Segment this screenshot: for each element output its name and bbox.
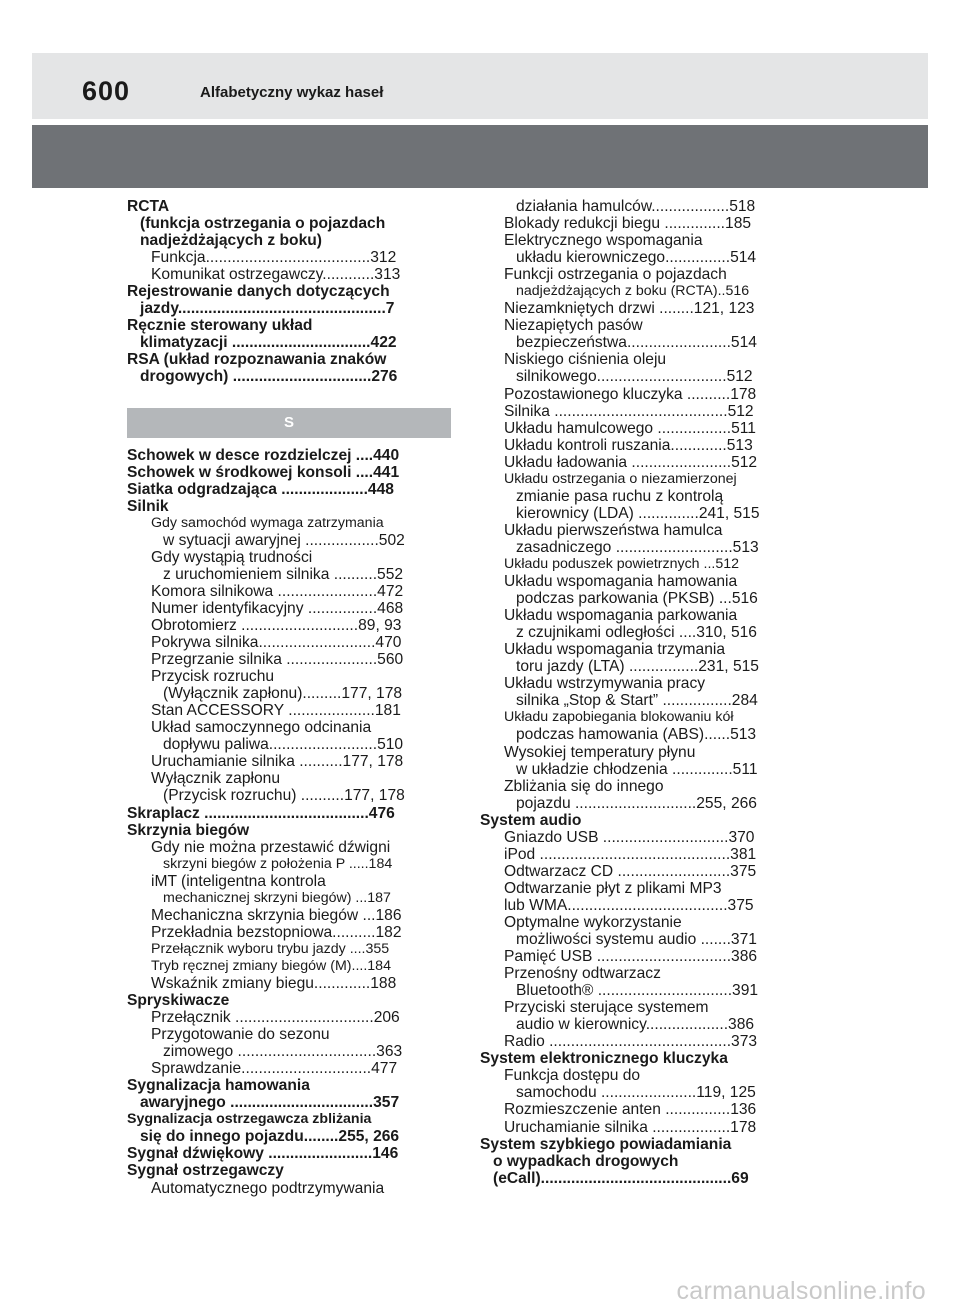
- index-entry: Przyciski sterujące systemem: [504, 999, 709, 1017]
- index-entry: Układu wspomagania parkowania: [504, 607, 738, 625]
- index-entry: Układu wstrzymywania pracy: [504, 675, 706, 693]
- index-heading: Sygnalizacja ostrzegawcza zbliżania: [127, 1111, 372, 1128]
- index-entry: Mechaniczna skrzynia biegów ...186: [151, 906, 402, 924]
- index-heading: jazdy................................................7: [140, 300, 395, 318]
- index-entry: Gdy samochód wymaga zatrzymania: [151, 514, 384, 531]
- index-entry: Układu ostrzegania o niezamierzonej: [504, 470, 737, 487]
- index-entry: lub WMA.....................................375: [504, 896, 754, 914]
- index-entry: Silnika ........................................512: [504, 402, 754, 420]
- index-heading: awaryjnego .................................357: [140, 1094, 400, 1112]
- index-entry: Elektrycznego wspomagania: [504, 232, 703, 250]
- index-entry: Przekładnia bezstopniowa..........182: [151, 923, 402, 941]
- index-entry: Stan ACCESSORY ....................181: [151, 702, 401, 720]
- index-heading: klimatyzacji ................................422: [140, 334, 397, 352]
- index-entry: Układu wspomagania trzymania: [504, 641, 726, 659]
- index-entry: Przełącznik ................................206: [151, 1009, 400, 1027]
- index-entry: bezpieczeństwa........................514: [516, 334, 757, 352]
- index-right-column: [480, 198, 800, 1187]
- index-entry: Automatycznego podtrzymywania: [151, 1179, 385, 1197]
- index-entry: działania hamulców..................518: [516, 198, 756, 215]
- index-heading: Sygnalizacja hamowania: [127, 1077, 310, 1095]
- index-entry: Przegrzanie silnika .....................560: [151, 651, 404, 669]
- index-heading: System audio: [480, 811, 582, 829]
- index-heading: Silnik: [127, 497, 169, 515]
- section-letter-header: S: [127, 408, 451, 438]
- index-entry: (Przycisk rozruchu) ..........177, 178: [163, 787, 405, 805]
- header-band: [32, 53, 928, 119]
- index-heading: Sygnał dźwiękowy ........................146: [127, 1145, 399, 1163]
- index-entry: zimowego ................................363: [163, 1043, 403, 1061]
- index-heading: RCTA: [127, 198, 170, 215]
- index-heading: się do innego pojazdu........255, 266: [140, 1128, 400, 1146]
- index-entry: zasadniczego ...........................513: [516, 538, 759, 556]
- index-entry: Przycisk rozruchu: [151, 668, 275, 686]
- index-entry: Zbliżania się do innego: [504, 777, 664, 795]
- index-entry: Gdy wystąpią trudności: [151, 548, 313, 566]
- index-entry: Niezapiętych pasów: [504, 317, 643, 335]
- index-heading: System szybkiego powiadamiania: [480, 1135, 732, 1153]
- index-entry: Pamięć USB ...............................386: [504, 948, 758, 966]
- index-entry: Pokrywa silnika...........................470: [151, 634, 402, 652]
- section-spacer: [127, 386, 447, 408]
- index-entry: Układu pierwszeństwa hamulca: [504, 521, 723, 539]
- index-heading: System elektronicznego kluczyka: [480, 1050, 728, 1068]
- index-entry: iMT (inteligentna kontrola: [151, 872, 326, 890]
- index-entry: Przenośny odtwarzacz: [504, 965, 661, 983]
- index-entry: podczas parkowania (PKSB) ...516: [516, 590, 758, 608]
- index-entry: Komora silnikowa .......................472: [151, 582, 404, 600]
- index-entry: Układu ładowania .......................512: [504, 453, 758, 471]
- index-entry: Układu kontroli ruszania.............513: [504, 436, 753, 454]
- index-entry: Wyłącznik zapłonu: [151, 770, 280, 788]
- index-entry: skrzyni biegów z położenia P .....184: [163, 855, 393, 872]
- index-heading: Spryskiwacze: [127, 992, 230, 1010]
- index-entry: Układ samoczynnego odcinania: [151, 719, 372, 737]
- index-entry: Niskiego ciśnienia oleju: [504, 351, 667, 369]
- index-entry: podczas hamowania (ABS)......513: [516, 726, 757, 744]
- index-heading: Schowek w środkowej konsoli ....441: [127, 463, 400, 481]
- index-heading: Schowek w desce rozdzielczej ....440: [127, 446, 400, 464]
- index-entry: kierownicy (LDA) ..............241, 515: [516, 504, 760, 522]
- page-title: Alfabetyczny wykaz haseł: [200, 84, 384, 101]
- index-entry: Gniazdo USB .............................370: [504, 828, 755, 846]
- index-entry: Funkcji ostrzegania o pojazdach: [504, 266, 727, 284]
- index-heading: Ręcznie sterowany układ: [127, 317, 313, 335]
- index-entry: z uruchomieniem silnika ..........552: [163, 565, 404, 583]
- index-entry: Komunikat ostrzegawczy............313: [151, 266, 401, 284]
- index-entry: Uruchamianie silnika ..................178: [504, 1118, 757, 1136]
- index-entry: dopływu paliwa.........................510: [163, 736, 404, 754]
- index-entry: w sytuacji awaryjnej .................502: [163, 531, 405, 549]
- index-entry: Numer identyfikacyjny ................468: [151, 599, 404, 617]
- index-entry: Układu wspomagania hamowania: [504, 573, 738, 591]
- index-entry: Układu zapobiegania blokowaniu kół: [504, 709, 734, 726]
- index-heading: Siatka odgradzająca ....................448: [127, 480, 394, 498]
- index-entry: Niezamkniętych drzwi ........121, 123: [504, 300, 755, 318]
- index-entry: w układzie chłodzenia ..............511: [516, 760, 758, 778]
- index-entry: Tryb ręcznej zmiany biegów (M)....184: [151, 957, 391, 974]
- index-heading: Skraplacz ......................................476: [127, 804, 395, 822]
- index-entry: Przełącznik wyboru trybu jazdy ....355: [151, 940, 390, 957]
- index-heading: (eCall)............................................69: [493, 1169, 749, 1187]
- index-entry: Funkcja dostępu do: [504, 1067, 641, 1085]
- index-entry: audio w kierownicy...................386: [516, 1016, 755, 1034]
- page-number: 600: [82, 76, 131, 106]
- index-entry: Przygotowanie do sezonu: [151, 1026, 330, 1044]
- index-entry: silnikowego..............................512: [516, 368, 753, 386]
- index-entry: toru jazdy (LTA) ................231, 515: [516, 658, 759, 676]
- index-entry: układu kierowniczego...............514: [516, 249, 757, 267]
- index-entry: Bluetooth® ...............................391: [516, 982, 759, 1000]
- index-left-column: [127, 198, 447, 1197]
- index-entry: Układu poduszek powietrznych ...512: [504, 555, 740, 572]
- index-entry: Uruchamianie silnika ..........177, 178: [151, 753, 404, 771]
- index-entry: Gdy nie można przestawić dźwigni: [151, 838, 391, 856]
- index-entry: możliwości systemu audio .......371: [516, 931, 757, 949]
- index-entry: z czujnikami odległości ....310, 516: [516, 624, 757, 642]
- index-entry: Wskaźnik zmiany biegu.............188: [151, 974, 397, 992]
- index-heading: Sygnał ostrzegawczy: [127, 1162, 284, 1180]
- index-entry: Optymalne wykorzystanie: [504, 913, 682, 931]
- index-entry: Rozmieszczenie anten ...............136: [504, 1101, 757, 1119]
- index-entry: nadjeżdżających z boku (RCTA)..516: [516, 283, 750, 300]
- index-entry: (Wyłącznik zapłonu).........177, 178: [163, 685, 403, 703]
- index-entry: Obrotomierz ...........................89, 93: [151, 616, 402, 634]
- index-entry: silnika „Stop & Start” ................284: [516, 692, 758, 710]
- index-entry: samochodu ......................119, 125: [516, 1084, 756, 1102]
- index-heading: Rejestrowanie danych dotyczących: [127, 283, 390, 301]
- index-heading: (funkcja ostrzegania o pojazdach: [140, 215, 386, 233]
- index-heading: RSA (układ rozpoznawania znaków: [127, 351, 387, 369]
- index-entry: Układu hamulcowego .................511: [504, 419, 756, 437]
- watermark: carmanualsonline.info: [676, 1277, 926, 1305]
- index-heading: Skrzynia biegów: [127, 821, 250, 839]
- index-entry: mechanicznej skrzyni biegów) ...187: [163, 889, 391, 906]
- index-heading: drogowych) ................................276: [140, 368, 398, 386]
- index-entry: Blokady redukcji biegu ..............185: [504, 215, 752, 233]
- index-entry: pojazdu ............................255, 266: [516, 794, 757, 812]
- index-entry: Wysokiej temperatury płynu: [504, 743, 696, 761]
- index-entry: Sprawdzanie..............................477: [151, 1060, 398, 1078]
- index-heading: nadjeżdżających z boku): [140, 232, 322, 250]
- gray-banner: [32, 125, 928, 188]
- index-entry: zmianie pasa ruchu z kontrolą: [516, 487, 724, 505]
- index-entry: Odtwarzacz CD ..........................375: [504, 862, 757, 880]
- index-entry: Pozostawionego kluczyka ..........178: [504, 385, 757, 403]
- index-entry: Odtwarzanie płyt z plikami MP3: [504, 879, 722, 897]
- index-entry: iPod ............................................381: [504, 845, 757, 863]
- index-entry: Funkcja......................................312: [151, 249, 397, 267]
- index-heading: o wypadkach drogowych: [493, 1152, 679, 1170]
- index-entry: Radio ..........................................373: [504, 1033, 758, 1051]
